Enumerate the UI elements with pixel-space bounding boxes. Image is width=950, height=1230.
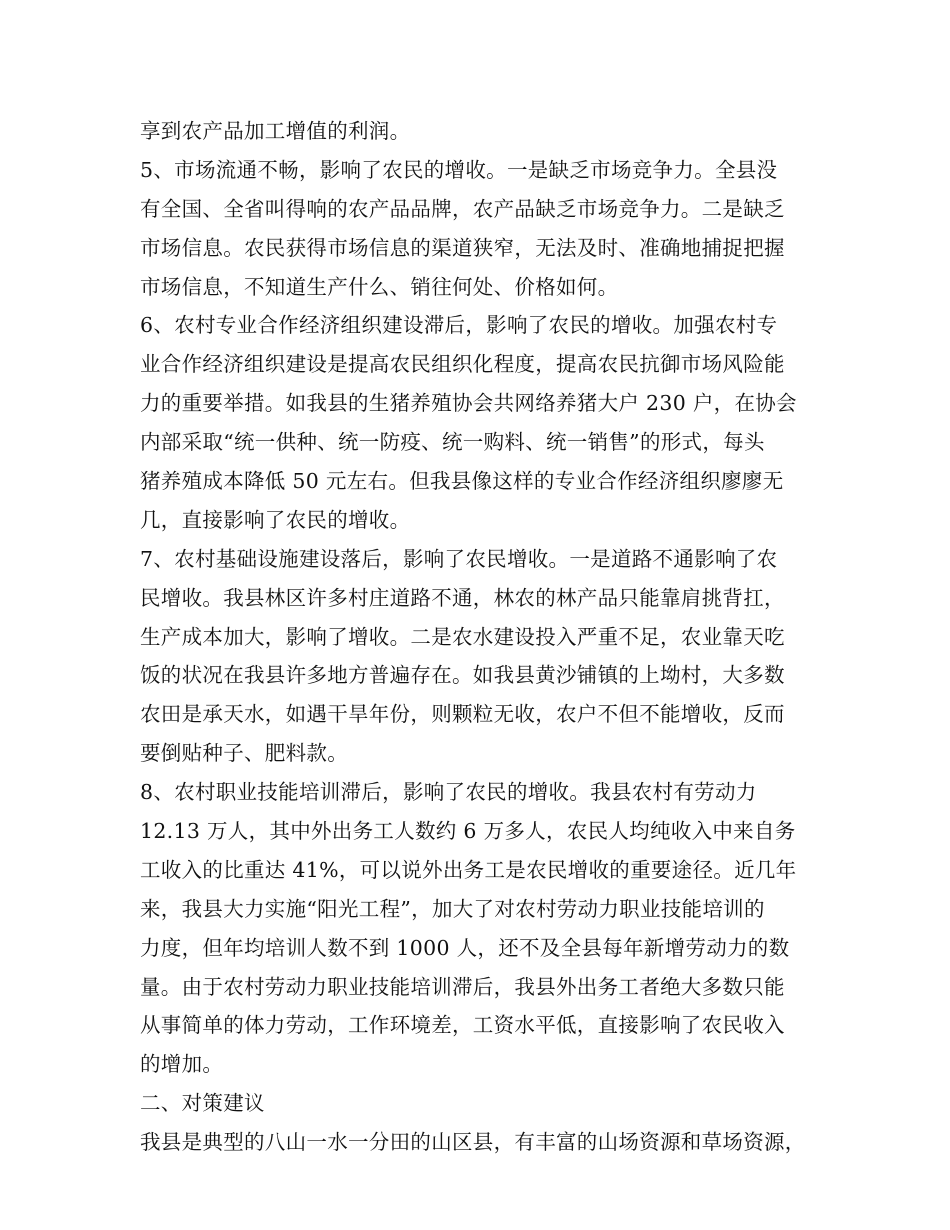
text-line: 的增加。 <box>140 1052 224 1077</box>
text-line: 7、农村基础设施建设落后，影响了农民增收。一是道路不通影响了农 <box>140 546 778 571</box>
text-line: 饭的状况在我县许多地方普遍存在。如我县黄沙铺镇的上坳村，大多数 <box>140 663 785 688</box>
text-line: 要倒贴种子、肥料款。 <box>140 741 348 766</box>
text-line: 力度，但年均培训人数不到 1000 人，还不及全县每年新增劳动力的数 <box>140 935 790 960</box>
text-line: 民增收。我县林区许多村庄道路不通，林农的林产品只能靠肩挑背扛， <box>140 585 785 610</box>
text-line: 生产成本加大，影响了增收。二是农水建设投入严重不足，农业靠天吃 <box>140 624 785 649</box>
section-heading: 二、对策建议 <box>140 1091 265 1116</box>
text-line: 工收入的比重达 41%，可以说外出务工是农民增收的重要途径。近几年 <box>140 857 797 882</box>
text-line: 来，我县大力实施“阳光工程”，加大了对农村劳动力职业技能培训的 <box>140 896 765 921</box>
text-line: 12.13 万人，其中外出务工人数约 6 万多人，农民人均纯收入中来自务 <box>140 819 796 844</box>
text-line: 几，直接影响了农民的增收。 <box>140 507 411 532</box>
text-line: 我县是典型的八山一水一分田的山区县，有丰富的山场资源和草场资源， <box>140 1130 806 1155</box>
text-line: 从事简单的体力劳动，工作环境差，工资水平低，直接影响了农民收入 <box>140 1013 785 1038</box>
text-line: 猪养殖成本降低 50 元左右。但我县像这样的专业合作经济组织廖廖无 <box>140 469 784 494</box>
text-line: 市场信息，不知道生产什么、销往何处、价格如何。 <box>140 274 619 299</box>
document-page <box>140 112 830 1162</box>
text-line: 8、农村职业技能培训滞后，影响了农民的增收。我县农村有劳动力 <box>140 780 757 805</box>
text-line: 市场信息。农民获得市场信息的渠道狭窄，无法及时、准确地捕捉把握 <box>140 235 785 260</box>
text-line: 业合作经济组织建设是提高农民组织化程度，提高农民抗御市场风险能 <box>140 352 785 377</box>
text-line: 农田是承天水，如遇干旱年份，则颗粒无收，农户不但不能增收，反而 <box>140 702 785 727</box>
text-line: 享到农产品加工增值的利润。 <box>140 119 411 143</box>
text-line: 内部采取“统一供种、统一防疫、统一购料、统一销售”的形式，每头 <box>140 430 765 455</box>
text-line: 有全国、全省叫得响的农产品品牌，农产品缺乏市场竞争力。二是缺乏 <box>140 196 785 221</box>
text-line: 力的重要举措。如我县的生猪养殖协会共网络养猪大户 230 户，在协会 <box>140 391 797 416</box>
text-line: 量。由于农村劳动力职业技能培训滞后，我县外出务工者绝大多数只能 <box>140 974 785 999</box>
text-line: 5、市场流通不畅，影响了农民的增收。一是缺乏市场竞争力。全县没 <box>140 157 778 182</box>
text-line: 6、农村专业合作经济组织建设滞后，影响了农民的增收。加强农村专 <box>140 313 778 338</box>
